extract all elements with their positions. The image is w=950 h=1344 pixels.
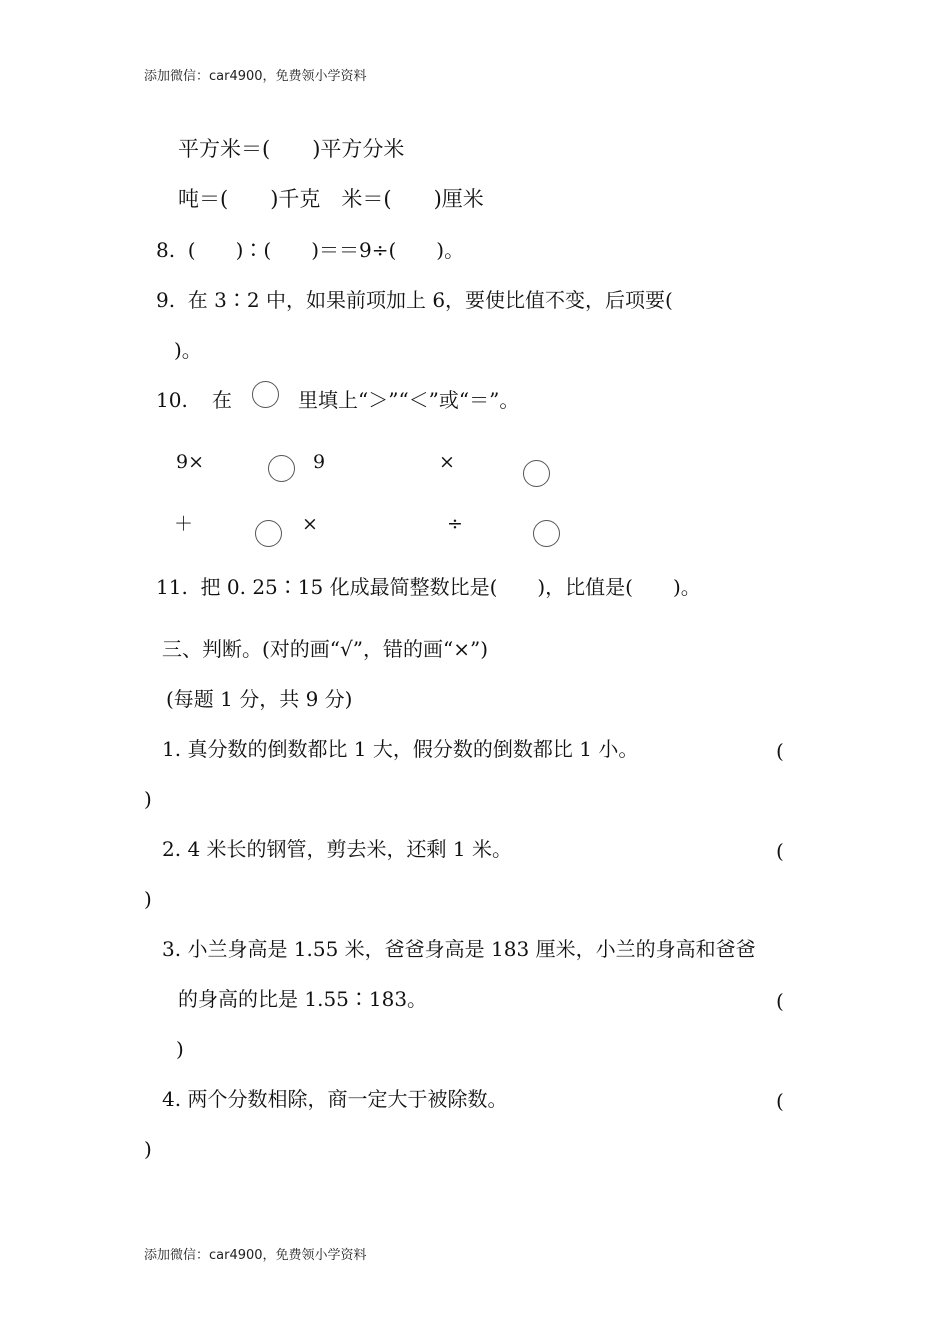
judge-question-3-line-2: 的身高的比是 1.55∶183。 <box>178 987 428 1011</box>
section-title-judgement: 三、判断。(对的画“√”，错的画“×”) <box>162 637 489 661</box>
question-10-number: 10. <box>156 388 188 412</box>
question-10-prefix: 在 <box>212 388 232 412</box>
answer-open-paren: ( <box>776 839 784 863</box>
judge-question-3-line-1: 3. 小兰身高是 1.55 米，爸爸身高是 183 厘米，小兰的身高和爸爸 <box>162 937 756 961</box>
judge-question-4: 4. 两个分数相除，商一定大于被除数。 <box>162 1087 508 1111</box>
question-9-line-2: )。 <box>174 338 202 362</box>
compare-row2-second-expr: ÷ <box>447 513 463 535</box>
answer-open-paren: ( <box>776 989 784 1013</box>
judge-question-1: 1. 真分数的倒数都比 1 大，假分数的倒数都比 1 小。 <box>162 737 639 761</box>
question-9-line-1: 9. 在 3∶2 中，如果前项加上 6，要使比值不变，后项要( <box>156 288 673 312</box>
answer-open-paren: ( <box>776 739 784 763</box>
answer-close-paren: ) <box>144 787 152 811</box>
question-10-instruction: 里填上“＞”“＜”或“＝”。 <box>298 388 520 412</box>
mass-length-conversion-line: 吨＝( )千克 米＝( )厘米 <box>178 187 484 211</box>
compare-circle-icon[interactable] <box>255 520 282 547</box>
judge-question-2: 2. 4 米长的钢管，剪去米，还剩 1 米。 <box>162 837 512 861</box>
answer-close-paren: ) <box>144 1137 152 1161</box>
compare-row1-second-expr: × <box>439 451 455 473</box>
compare-circle-icon[interactable] <box>268 455 295 482</box>
page-footer: 添加微信：car4900，免费领小学资料 <box>144 1248 367 1263</box>
compare-row2-right-expr: × <box>302 513 318 535</box>
answer-circle-icon <box>252 381 279 408</box>
question-11: 11. 把 0. 25∶15 化成最简整数比是( )，比值是( )。 <box>156 575 701 599</box>
page-header: 添加微信：car4900，免费领小学资料 <box>144 69 367 84</box>
answer-close-paren: ) <box>144 887 152 911</box>
answer-close-paren: ) <box>176 1037 184 1061</box>
question-8: 8. ( )∶( )＝＝9÷( )。 <box>156 238 465 262</box>
compare-row1-right-expr: 9 <box>313 451 326 473</box>
compare-row1-left-expr: 9× <box>176 451 205 473</box>
compare-circle-icon[interactable] <box>523 460 550 487</box>
compare-row2-left-expr: ＋ <box>174 513 194 535</box>
answer-open-paren: ( <box>776 1089 784 1113</box>
section-score-note: (每题 1 分，共 9 分) <box>166 687 353 711</box>
compare-circle-icon[interactable] <box>533 520 560 547</box>
area-conversion-line: 平方米＝( )平方分米 <box>178 137 405 161</box>
